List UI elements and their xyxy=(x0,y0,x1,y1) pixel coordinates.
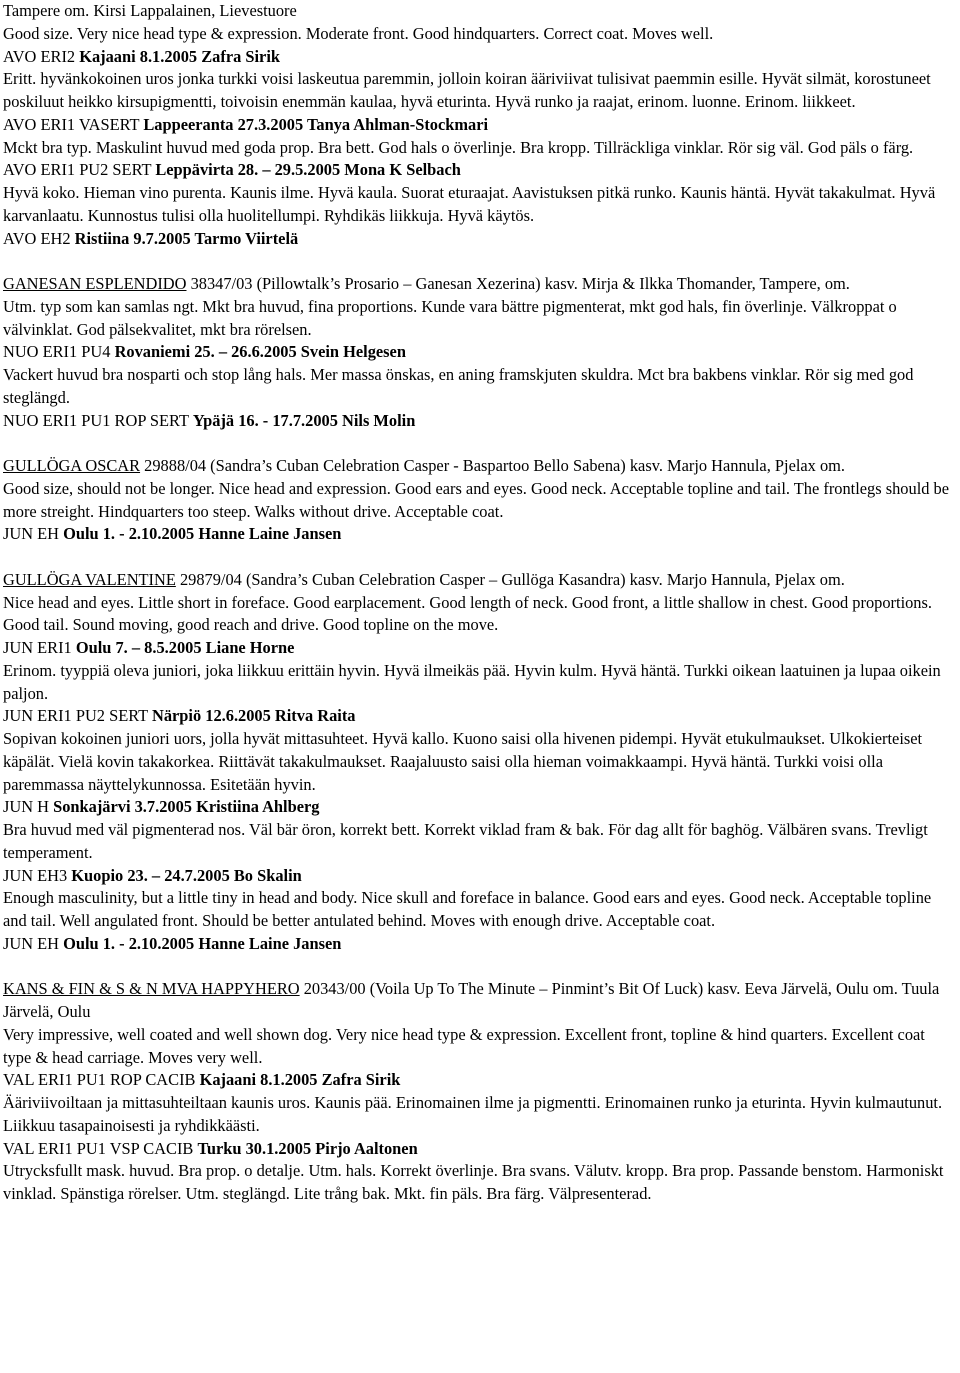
dog-name: KANS & FIN & S & N MVA HAPPYHERO xyxy=(3,979,300,999)
award-text: JUN EH xyxy=(3,524,64,544)
show-place-date-judge: Lappeeranta 27.3.2005 Tanya Ahlman-Stockmari xyxy=(143,114,489,134)
critique-paragraph: Bra huvud med väl pigmenterad nos. Väl bär öron, korrekt bett. Korrekt viklad fram & bak. För dag allt för baghög. Välbären svans. Trevligt temperament. xyxy=(3,820,928,862)
show-place-date-judge: Oulu 1. - 2.10.2005 Hanne Laine Jansen xyxy=(63,933,342,953)
dog-entry-header xyxy=(3,455,956,478)
critique-paragraph: Eritt. hyvänkokoinen uros jonka turkki voisi laskeutua paremmin, jolloin koiran ääriviivat tulisivat paemmin esille. Hyvät silmät, korostuneet poskiluut heikko kirsupigmentti, toivoisin enemmän kaulaa, hyvä eturinta. Hyvä runko ja raajat, erinom. luonne. Erinom. liikkeet. xyxy=(3,69,931,111)
blank-line xyxy=(3,250,956,273)
dog-name: GULLÖGA VALENTINE xyxy=(3,569,176,589)
dog-details: 29888/04 (Sandra’s Cuban Celebration Casper - Baspartoo Bello Sabena) kasv. Marjo Hannula, Pjelax om. xyxy=(140,456,846,475)
show-place-date-judge: Ristiina 9.7.2005 Tarmo Viirtelä xyxy=(74,228,299,248)
award-text: JUN H xyxy=(3,797,54,817)
blank-line xyxy=(3,956,956,979)
show-place-date-judge: Sonkajärvi 3.7.2005 Kristiina Ahlberg xyxy=(53,797,320,817)
show-result-line xyxy=(3,159,956,182)
blank-line xyxy=(3,546,956,569)
show-place-date-judge: Ypäjä 16. - 17.7.2005 Nils Molin xyxy=(192,410,416,430)
dog-details: 29879/04 (Sandra’s Cuban Celebration Casper – Gullöga Kasandra) kasv. Marjo Hannula, Pjelax om. xyxy=(175,569,845,589)
critique-paragraph: Vackert huvud bra nosparti och stop lång hals. Mer massa önskas, en aning framskjuten skuldra. Mct bra bakbens vinklar. Rör sig med god steglängd. xyxy=(3,365,914,407)
show-result-line xyxy=(3,341,956,364)
show-result-line xyxy=(3,46,956,69)
show-result-line xyxy=(3,1138,956,1161)
show-place-date-judge: Leppävirta 28. – 29.5.2005 Mona K Selbach xyxy=(155,160,461,180)
show-place-date-judge: Kajaani 8.1.2005 Zafra Sirik xyxy=(79,46,280,66)
show-place-date-judge: Kuopio 23. – 24.7.2005 Bo Skalin xyxy=(71,865,302,885)
critique-paragraph: Hyvä koko. Hieman vino purenta. Kaunis ilme. Hyvä kaula. Suorat eturaajat. Aavistuksen pitkä runko. Kaunis häntä. Hyvät takakulmat. Hyvä karvanlaatu. Kunnostus tulisi olla huolitellumpi. Ryhdikäs liikkuja. Hyvä käytös. xyxy=(3,183,936,225)
show-result-line xyxy=(3,228,956,251)
show-place-date-judge: Kajaani 8.1.2005 Zafra Sirik xyxy=(199,1070,401,1090)
critique-paragraph: Very impressive, well coated and well shown dog. Very nice head type & expression. Excellent front, topline & hind quarters. Excellent coat type & head carriage. Moves very well. xyxy=(3,1024,925,1067)
show-place-date-judge: Turku 30.1.2005 Pirjo Aaltonen xyxy=(197,1138,418,1158)
dog-entry-header xyxy=(3,273,956,296)
show-result-line xyxy=(3,410,956,433)
critique-paragraph: Erinom. tyyppiä oleva juniori, joka liikkuu erittäin hyvin. Hyvä ilmeikäs pää. Hyvin kulm. Hyvä häntä. Turkki oikean laatuinen ja lupaa oikein paljon. xyxy=(3,660,941,703)
show-place-date-judge: Närpiö 12.6.2005 Ritva Raita xyxy=(151,706,356,726)
dog-details: 38347/03 (Pillowtalk’s Prosario – Ganesan Xezerina) kasv. Mirja & Ilkka Thomander, Tampere, om. xyxy=(186,274,850,293)
critique-paragraph: Mckt bra typ. Maskulint huvud med goda prop. Bra bett. God hals o överlinje. Bra kropp. Tillräckliga vinklar. Rör sig väl. God päls o färg. xyxy=(3,137,914,157)
award-text: NUO ERI1 PU4 xyxy=(3,342,115,362)
blank-line xyxy=(3,432,956,455)
show-result-line xyxy=(3,114,956,137)
award-text: JUN EH3 xyxy=(3,865,72,885)
critique-paragraph: Tampere om. Kirsi Lappalainen, Lievestuore xyxy=(3,1,297,20)
dog-name: GULLÖGA OSCAR xyxy=(3,456,141,475)
critique-paragraph: Good size, should not be longer. Nice head and expression. Good ears and eyes. Good neck. Acceptable topline and tail. The frontlegs should be more streight. Hindquarters too steep. Walks without drive. Acceptable coat. xyxy=(3,478,950,521)
award-text: JUN ERI1 xyxy=(3,638,76,657)
dog-details: 20343/00 (Voila Up To The Minute – Pinmint’s Bit Of Luck) kasv. Eeva Järvelä, Oulu om. Tuula Järvelä, Oulu xyxy=(3,979,940,1021)
award-text: VAL ERI1 PU1 VSP CACIB xyxy=(3,1138,198,1158)
critique-paragraph: Utm. typ som kan samlas ngt. Mkt bra huvud, fina proportions. Kunde vara bättre pigmenterat, mkt god hals, fin överlinje. Välkroppat o välvinklat. God pälsekvalitet, mkt bra rörelsen. xyxy=(3,296,897,339)
critique-paragraph: Utrycksfullt mask. huvud. Bra prop. o detalje. Utm. hals. Korrekt överlinje. Bra svans. Välutv. kropp. Bra prop. Passande benstom. Harmoniskt vinklad. Spänstiga rörelser. Utm. steglängd. Lite trång bak. Mkt. fin päls. Bra färg. Välpresenterad. xyxy=(3,1161,944,1203)
show-result-line xyxy=(3,523,956,546)
critique-paragraph: Enough masculinity, but a little tiny in head and body. Nice skull and foreface in balance. Good ears and eyes. Good neck. Acceptable topline and tail. Well angulated front. Should be better antulated behind. Moves with enough drive. Acceptable coat. xyxy=(3,888,932,930)
show-result-line xyxy=(3,796,956,819)
dog-entry-header xyxy=(3,569,956,592)
dog-entry-header xyxy=(3,978,956,1024)
show-place-date-judge: Rovaniemi 25. – 26.6.2005 Svein Helgesen xyxy=(114,342,406,362)
award-text: AVO ERI2 xyxy=(3,46,80,66)
award-text: AVO ERI1 PU2 SERT xyxy=(3,160,156,180)
award-text: JUN ERI1 PU2 SERT xyxy=(3,706,152,726)
critique-paragraph: Ääriviivoiltaan ja mittasuhteiltaan kaunis uros. Kaunis pää. Erinomainen ilme ja pigmentti. Erinomainen runko ja eturinta. Hyvin kulmautunut. Liikkuu tasapainoisesti ja ryhdikkäästi. xyxy=(3,1093,943,1135)
award-text: JUN EH xyxy=(3,933,64,953)
show-result-line xyxy=(3,933,956,956)
show-place-date-judge: Oulu 1. - 2.10.2005 Hanne Laine Jansen xyxy=(63,524,342,544)
show-result-line xyxy=(3,637,956,660)
critique-paragraph: Sopivan kokoinen juniori uors, jolla hyvät mittasuhteet. Hyvä kallo. Kuono saisi olla hivenen pidempi. Hyvät etukulmaukset. Ulkokierteiset käpälät. Vielä kovin takakorkea. Riittävät takakulmaukset. Raajaluusto saisi olla hieman voimakkaampi. Hyvä häntä. Turkki voisi olla paremmassa näyttelykunnossa. Esitetään hyvin. xyxy=(3,729,923,794)
critique-paragraph: Good size. Very nice head type & expression. Moderate front. Good hindquarters. Correct coat. Moves well. xyxy=(3,23,714,43)
award-text: AVO EH2 xyxy=(3,228,75,248)
award-text: VAL ERI1 PU1 ROP CACIB xyxy=(3,1070,200,1090)
award-text: NUO ERI1 PU1 ROP SERT xyxy=(3,410,193,430)
critique-paragraph: Nice head and eyes. Little short in foreface. Good earplacement. Good length of neck. Good front, a little shallow in chest. Good proportions. Good tail. Sound moving, good reach and drive. Good topline on the move. xyxy=(3,592,932,635)
show-place-date-judge: Oulu 7. – 8.5.2005 Liane Horne xyxy=(75,638,295,657)
award-text: AVO ERI1 VASERT xyxy=(3,114,144,134)
dog-name: GANESAN ESPLENDIDO xyxy=(3,274,187,293)
show-result-line xyxy=(3,705,956,728)
show-result-line xyxy=(3,865,956,888)
show-result-line xyxy=(3,1069,956,1092)
